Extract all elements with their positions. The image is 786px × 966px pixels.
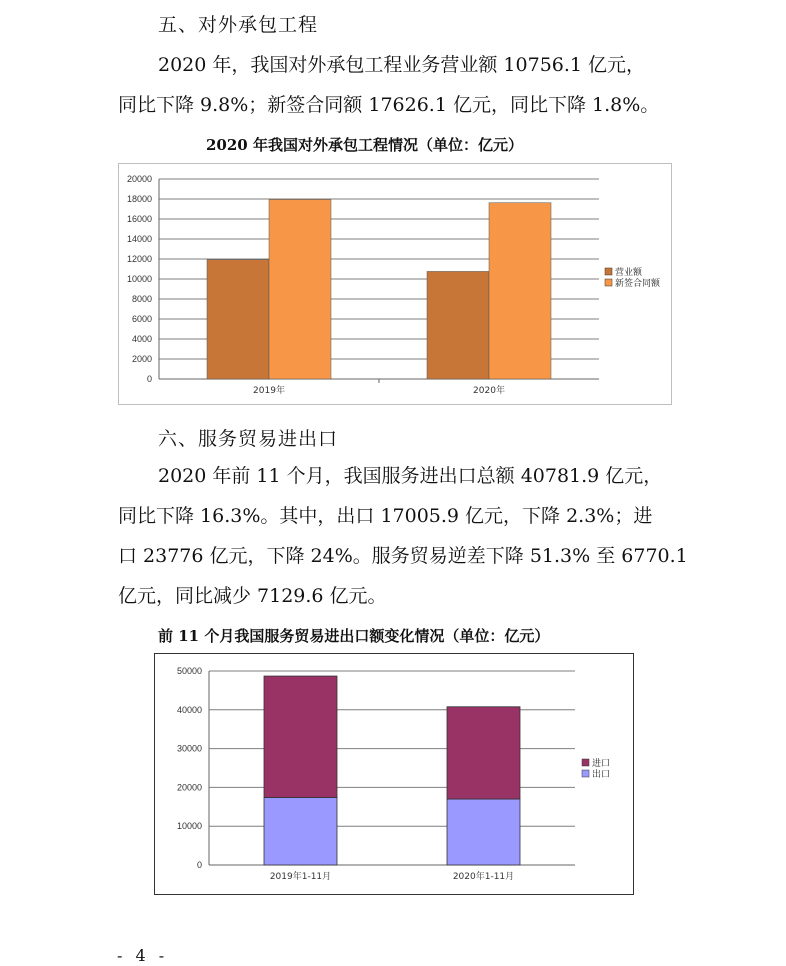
x-tick-label: 2019年1-11月 [269, 872, 332, 882]
legend-swatch [582, 770, 589, 777]
service-trade-chart-svg [155, 654, 633, 894]
y-tick-label: 0 [196, 860, 202, 870]
legend-swatch [605, 268, 612, 275]
page-number: - 4 - [117, 946, 169, 965]
section6-heading: 六、服务贸易进出口 [158, 428, 339, 450]
y-tick-label: 12000 [126, 254, 152, 264]
y-tick-label: 6000 [131, 314, 152, 324]
y-tick-label: 14000 [126, 234, 152, 244]
service-trade-chart [154, 653, 634, 895]
legend-label: 出口 [592, 770, 611, 780]
x-tick-label: 2020年 [473, 386, 505, 396]
contracting-chart-svg [119, 164, 671, 404]
bar-出口 [447, 799, 520, 865]
y-tick-label: 8000 [131, 294, 152, 304]
bar-进口 [264, 676, 337, 797]
bar-出口 [264, 797, 337, 865]
y-tick-label: 20000 [176, 782, 202, 793]
section6-paragraph-line1: 2020 年前 11 个月，我国服务进出口总额 40781.9 亿元， [158, 465, 663, 487]
y-tick-label: 16000 [126, 214, 152, 224]
y-tick-label: 40000 [176, 704, 202, 715]
y-tick-label: 18000 [126, 194, 152, 204]
bar-新签合同额 [269, 199, 331, 379]
section6-paragraph-line3: 口 23776 亿元，下降 24%。服务贸易逆差下降 51.3% 至 6770.1 [118, 545, 688, 567]
bar-进口 [447, 707, 520, 799]
section5-paragraph-line2: 同比下降 9.8%；新签合同额 17626.1 亿元，同比下降 1.8%。 [118, 94, 660, 116]
y-tick-label: 30000 [176, 743, 202, 754]
x-tick-label: 2019年 [253, 386, 285, 396]
bar-营业额 [207, 260, 269, 379]
chart2-caption: 前 11 个月我国服务贸易进出口额变化情况（单位：亿元） [158, 627, 550, 645]
y-tick-label: 4000 [131, 334, 152, 344]
section5-paragraph-line1: 2020 年，我国对外承包工程业务营业额 10756.1 亿元， [158, 54, 646, 76]
legend-label: 进口 [592, 759, 611, 769]
bar-新签合同额 [489, 203, 551, 379]
bar-营业额 [427, 271, 489, 379]
contracting-chart [118, 163, 672, 405]
section5-heading: 五、对外承包工程 [158, 14, 319, 36]
y-tick-label: 20000 [126, 174, 152, 184]
section6-paragraph-line4: 亿元，同比减少 7129.6 亿元。 [118, 585, 387, 607]
x-tick-label: 2020年1-11月 [452, 872, 515, 882]
y-tick-label: 50000 [176, 666, 202, 676]
legend-label: 营业额 [615, 268, 643, 278]
y-tick-label: 2000 [131, 354, 152, 364]
legend-label: 新签合同额 [615, 279, 661, 289]
section6-paragraph-line2: 同比下降 16.3%。其中，出口 17005.9 亿元，下降 2.3%；进 [118, 505, 653, 527]
legend-swatch [605, 279, 612, 286]
y-tick-label: 10000 [176, 821, 202, 832]
y-tick-label: 0 [146, 374, 152, 384]
y-tick-label: 10000 [126, 274, 152, 284]
chart1-caption: 2020 年我国对外承包工程情况（单位：亿元） [206, 136, 523, 154]
legend-swatch [582, 759, 589, 766]
